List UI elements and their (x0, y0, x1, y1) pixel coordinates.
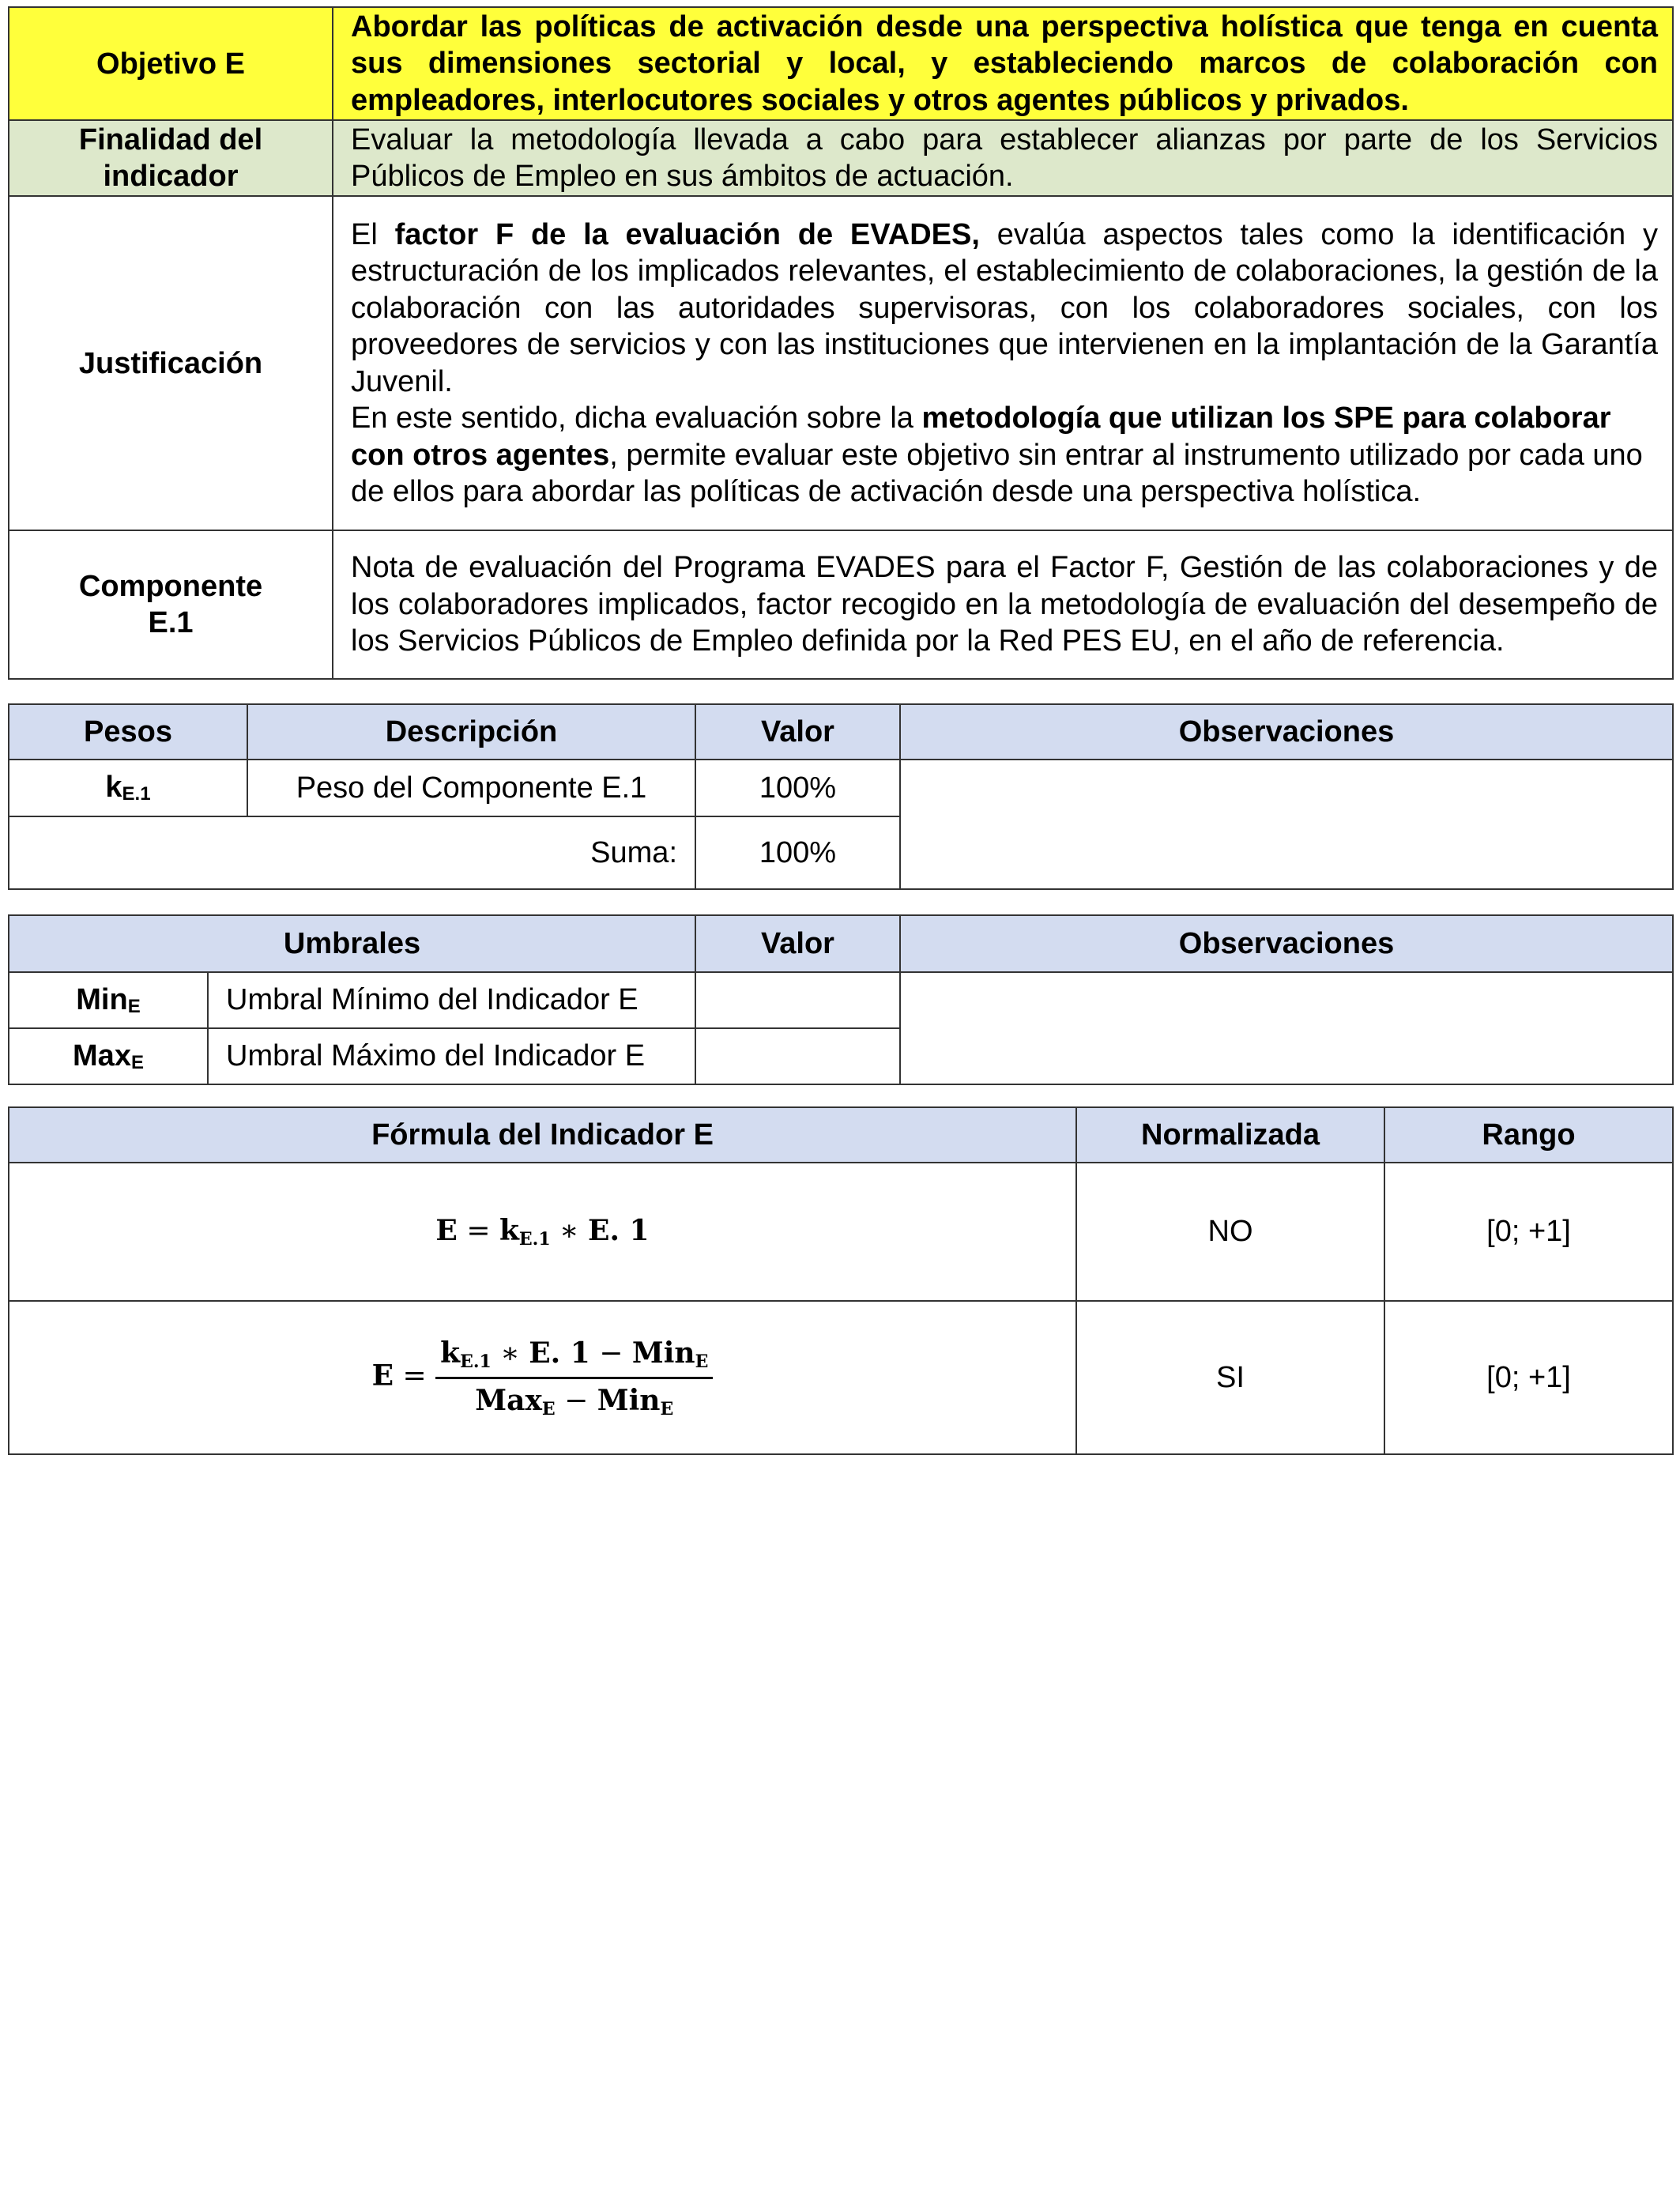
formula-2-lhs: E (371, 1359, 394, 1392)
formula-header-formula: Fórmula del Indicador E (9, 1107, 1076, 1163)
formula-1-k: k (499, 1214, 519, 1247)
formula-2-denominator: MaxE − MinE (475, 1383, 674, 1419)
threshold-row-min (9, 972, 1673, 1028)
justification-p2-end: , permite evaluar este objetivo sin entrar al instrumento utilizado por cada uno de ellos para abordar las políticas de activación desde una perspectiva holística. (351, 438, 1643, 508)
threshold-max-description: Umbral Máximo del Indicador E (208, 1028, 695, 1084)
weights-sum-value: 100% (695, 816, 900, 889)
threshold-min-value (695, 972, 900, 1028)
justification-p1-start: El (351, 217, 395, 251)
weight-symbol (9, 760, 247, 816)
formula-table (8, 1106, 1674, 1455)
component-label-line2: E.1 (148, 606, 194, 639)
threshold-max-symbol-sub: E (130, 1051, 144, 1073)
formula-2-den-min: Min (597, 1383, 661, 1417)
purpose-row (9, 120, 1673, 196)
weights-observations-cell (900, 760, 1673, 889)
objective-label: Objetivo E (9, 7, 333, 120)
threshold-min-symbol-base: Min (76, 982, 128, 1016)
weights-header-row (9, 704, 1673, 760)
thresholds-observations-cell (900, 972, 1673, 1084)
indicator-definition-table (8, 6, 1674, 680)
formula-header-row (9, 1107, 1673, 1163)
component-label (9, 530, 333, 679)
formula-2-min-sub: E (695, 1351, 709, 1372)
weights-row (9, 760, 1673, 816)
formula-raw: E = kE.1 ∗ E. 1 (9, 1163, 1076, 1301)
thresholds-header-umbrales: Umbrales (9, 915, 695, 972)
justification-p2-start: En este sentido, dicha evaluación sobre la (351, 401, 922, 435)
weight-symbol-sub: E.1 (122, 783, 151, 805)
weight-description: Peso del Componente E.1 (247, 760, 695, 816)
formula-1-component: E. 1 (588, 1214, 650, 1247)
formula-2-max: Max (475, 1383, 542, 1417)
threshold-min-symbol-sub: E (127, 995, 141, 1017)
justification-row (9, 196, 1673, 530)
thresholds-header-row (9, 915, 1673, 972)
justification-p1-end: evalúa aspectos tales como la identificación y estructuración de los implicados relevantes, el establecimiento de colaboraciones, la gestión de la colaboración con las autoridades supervisoras, con los colaboradores sociales, con los proveedores de servicios y con las instituciones que intervienen en la implantación de la Garantía Juvenil. (351, 217, 1658, 398)
component-label-line1: Componente (78, 570, 263, 603)
thresholds-header-valor: Valor (695, 915, 900, 972)
formula-header-normalizada: Normalizada (1076, 1107, 1384, 1163)
formula-1-k-sub: E.1 (518, 1229, 551, 1250)
component-text: Nota de evaluación del Programa EVADES para el Factor F, Gestión de las colaboraciones y de los colaboradores implicados, factor recogido en la metodología de evaluación del desempeño de los Servicios Públicos de Empleo definida por la Red PES EU, en el año de referencia. (333, 530, 1673, 679)
threshold-min-symbol (9, 972, 208, 1028)
justification-text (333, 196, 1673, 530)
thresholds-header-observaciones: Observaciones (900, 915, 1673, 972)
weights-header-descripcion: Descripción (247, 704, 695, 760)
justification-paragraph-2 (351, 400, 1658, 511)
threshold-max-symbol (9, 1028, 208, 1084)
formula-1-range: [0; +1] (1384, 1163, 1673, 1301)
formula-row-1 (9, 1163, 1673, 1301)
purpose-text: Evaluar la metodología llevada a cabo para establecer alianzas por parte de los Servicios Públicos de Empleo en sus ámbitos de actuación. (333, 120, 1673, 196)
formula-2-max-sub: E (541, 1398, 556, 1419)
threshold-min-description: Umbral Mínimo del Indicador E (208, 972, 695, 1028)
formula-2-mult: ∗ (500, 1336, 520, 1370)
weights-header-valor: Valor (695, 704, 900, 760)
formula-1-mult: ∗ (559, 1215, 579, 1247)
weights-header-observaciones: Observaciones (900, 704, 1673, 760)
formula-1-lhs: E (435, 1214, 458, 1247)
formula-2-k-sub: E.1 (460, 1351, 492, 1372)
formula-2-min: Min (631, 1336, 695, 1370)
justification-p1-bold: factor F de la evaluación de EVADES, (394, 217, 980, 251)
threshold-max-symbol-base: Max (73, 1039, 131, 1072)
formula-row-2 (9, 1301, 1673, 1454)
justification-paragraph-1 (351, 217, 1658, 401)
formula-2-fraction (435, 1336, 713, 1419)
weights-sum-label: Suma: (9, 816, 695, 889)
formula-2-range: [0; +1] (1384, 1301, 1673, 1454)
formula-2-component: E. 1 (529, 1336, 590, 1370)
formula-2-normalized: SI (1076, 1301, 1384, 1454)
formula-2-den-min-sub: E (660, 1398, 674, 1419)
weight-symbol-base: k (105, 771, 122, 804)
justification-label: Justificación (9, 196, 333, 530)
purpose-label: Finalidad del indicador (9, 120, 333, 196)
formula-2-numerator: kE.1 ∗ E. 1 − MinE (435, 1336, 713, 1379)
formula-normalized: E = $\frac{\text{kE.1 ∗ E. 1 − MinE}}{\text{MaxE − MinE}}$ (9, 1301, 1076, 1454)
formula-2-k: k (440, 1336, 461, 1370)
thresholds-table (8, 914, 1674, 1085)
formula-1-normalized: NO (1076, 1163, 1384, 1301)
threshold-max-value (695, 1028, 900, 1084)
justification-p2-bold: metodología que utilizan los SPE para colaborar con otros agentes (351, 401, 1611, 472)
objective-text: Abordar las políticas de activación desde una perspectiva holística que tenga en cuenta sus dimensiones sectorial y local, y estableciendo marcos de colaboración con empleadores, interlocutores sociales y otros agentes públicos y privados. (333, 7, 1673, 120)
weight-value: 100% (695, 760, 900, 816)
weights-table (8, 703, 1674, 890)
weights-header-pesos: Pesos (9, 704, 247, 760)
objective-row (9, 7, 1673, 120)
formula-header-rango: Rango (1384, 1107, 1673, 1163)
component-row (9, 530, 1673, 679)
